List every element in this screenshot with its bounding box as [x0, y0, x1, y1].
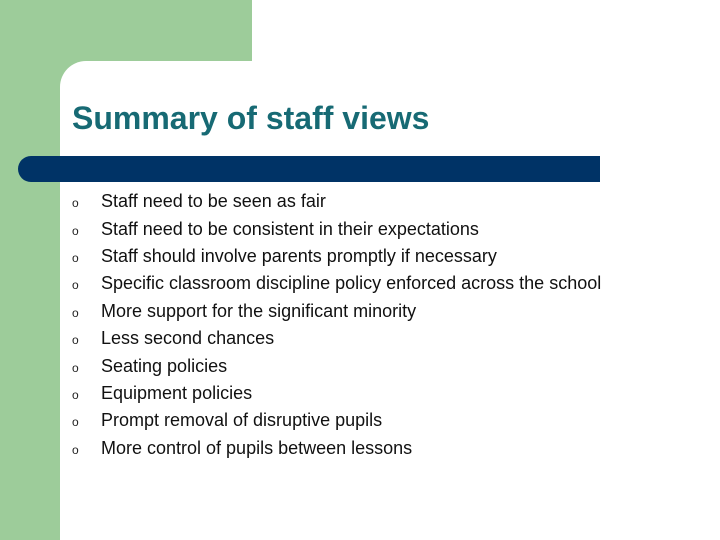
bullet-item: [72, 188, 601, 215]
bullet-item: [72, 243, 601, 270]
hollow-circle-icon: o: [72, 305, 79, 320]
hollow-circle-icon: o: [72, 415, 79, 430]
bullet-text: Staff need to be seen as fair: [101, 191, 326, 212]
bullet-text: Staff should involve parents promptly if necessary: [101, 245, 497, 266]
bullet-text: Seating policies: [101, 355, 228, 376]
bullet-item: [72, 325, 601, 352]
bullet-list: [72, 188, 601, 462]
bullet-item: [72, 407, 601, 434]
hollow-circle-icon: o: [72, 278, 79, 293]
bullet-item: [72, 270, 601, 297]
bullet-text: More control of pupils between lessons: [101, 437, 413, 458]
bullet-text: Staff need to be consistent in their expectations: [101, 218, 479, 239]
bullet-item: [72, 435, 601, 462]
bullet-text: Equipment policies: [101, 382, 253, 403]
hollow-circle-icon: o: [72, 250, 79, 265]
hollow-circle-icon: o: [72, 360, 79, 375]
hollow-circle-icon: o: [72, 442, 79, 457]
bullet-item: [72, 380, 601, 407]
bullet-item: [72, 215, 601, 242]
title-underline-bar: [18, 156, 600, 182]
bullet-text: More support for the significant minority: [101, 300, 417, 321]
bullet-item: [72, 352, 601, 379]
bullet-text: Prompt removal of disruptive pupils: [101, 410, 383, 431]
hollow-circle-icon: o: [72, 223, 79, 238]
bullet-text: Specific classroom discipline policy enforced across the school: [101, 273, 602, 294]
hollow-circle-icon: o: [72, 387, 79, 402]
slide-title: Summary of staff views: [72, 100, 430, 136]
hollow-circle-icon: o: [72, 333, 79, 348]
hollow-circle-icon: o: [72, 196, 79, 211]
bullet-item: [72, 298, 601, 325]
bullet-text: Less second chances: [101, 328, 275, 349]
